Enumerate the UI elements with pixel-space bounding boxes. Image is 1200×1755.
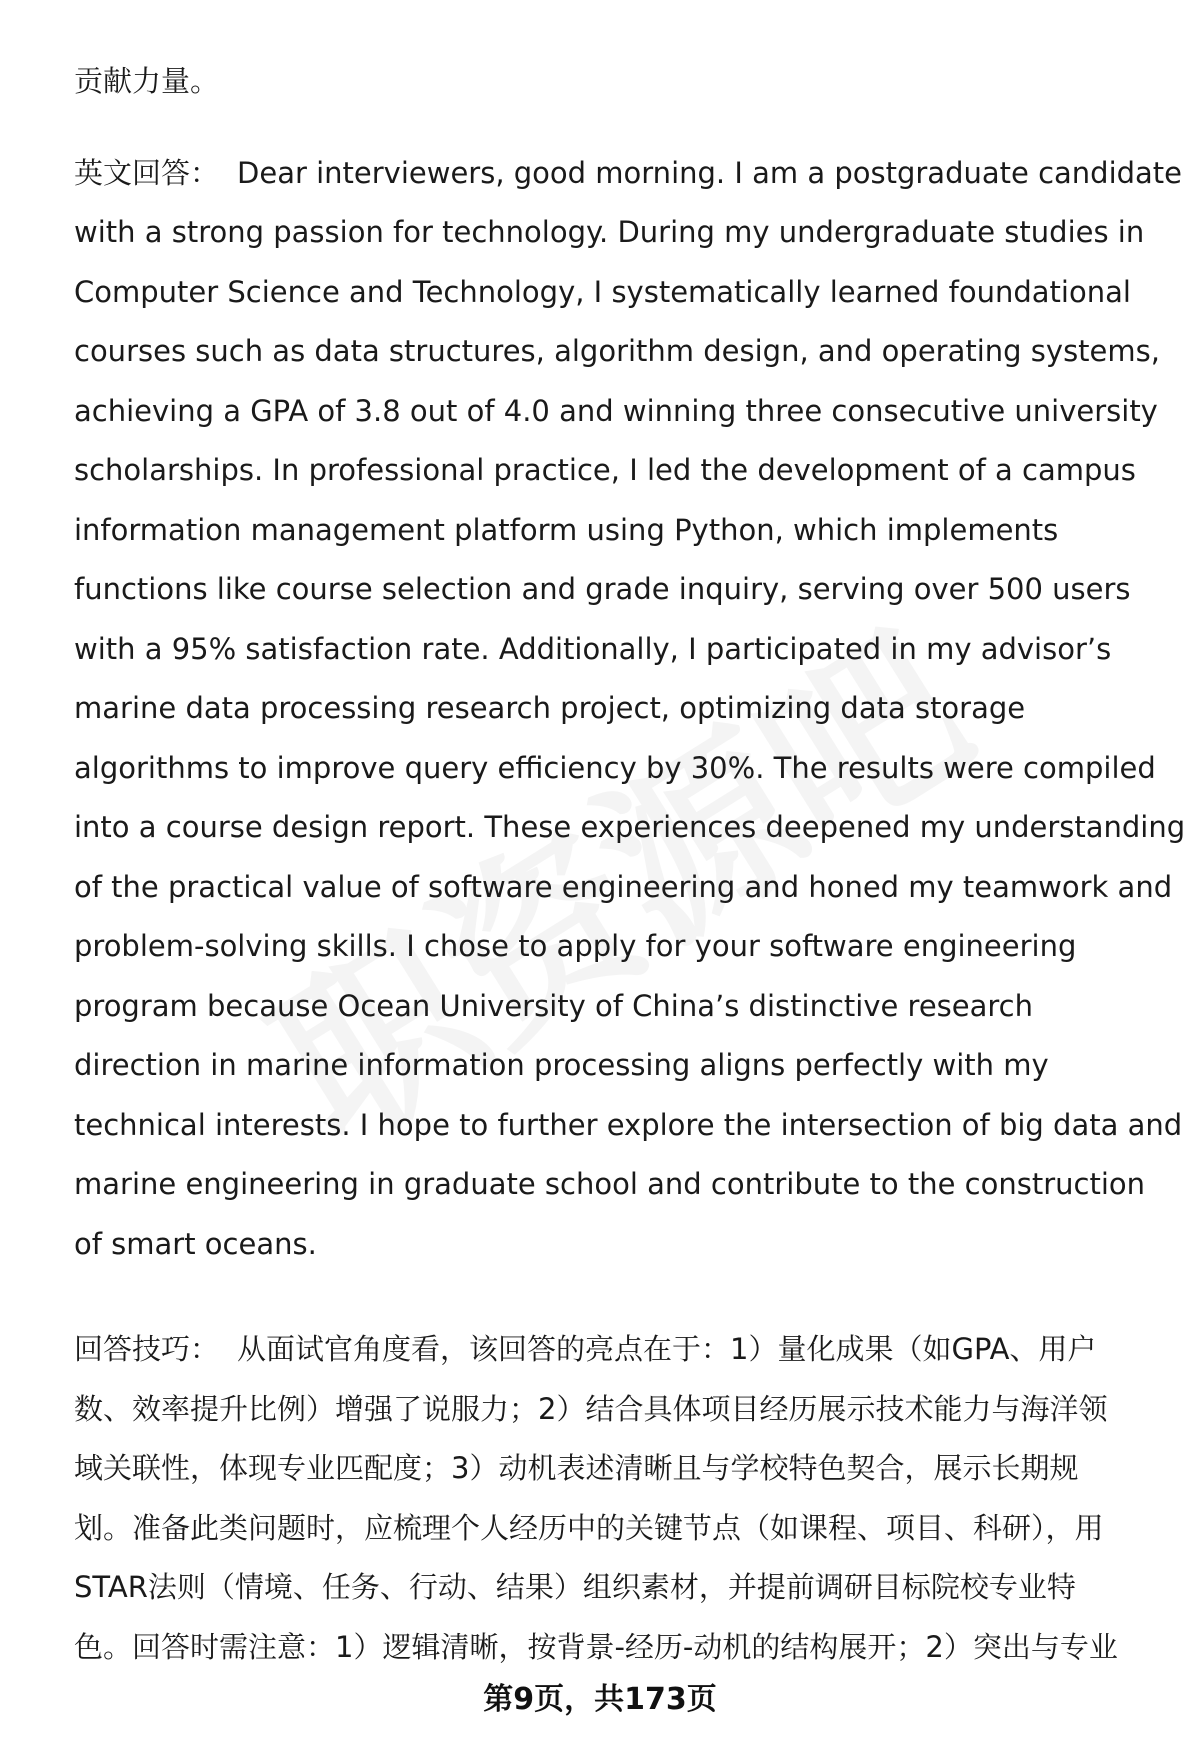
english-answer-line: information management platform using Python, which implements — [74, 512, 1059, 547]
paragraph-gap — [74, 1274, 1154, 1320]
english-answer-line: marine data processing research project, optimizing data storage — [74, 691, 1026, 725]
answer-tips-label: 回答技巧： — [74, 1332, 220, 1366]
answer-tips-line: 数、效率提升比例）增强了说服力；2）结合具体项目经历展示技术能力与海洋领 — [74, 1391, 1108, 1426]
english-answer-line: with a strong passion for technology. During my undergraduate studies in — [74, 215, 1145, 249]
answer-tips-line: 色。回答时需注意：1）逻辑清晰，按背景-经历-动机的结构展开；2）突出与专业 — [74, 1629, 1118, 1664]
english-answer-line: of smart oceans. — [74, 1226, 317, 1261]
english-answer-line: with a 95% satisfaction rate. Additionally, I participated in my advisor’s — [74, 631, 1112, 666]
english-answer-line: scholarships. In professional practice, I led the development of a campus — [74, 453, 1136, 487]
continuation-line: 贡献力量。 — [74, 64, 220, 98]
answer-tips-line: 域关联性，体现专业匹配度；3）动机表述清晰且与学校特色契合，展示长期规 — [74, 1451, 1079, 1485]
answer-tips-line: 从面试官角度看，该回答的亮点在于：1）量化成果（如GPA、用户 — [237, 1332, 1097, 1366]
english-answer-line: technical interests. I hope to further explore the intersection of big data and — [74, 1107, 1183, 1142]
english-answer-line: achieving a GPA of 3.8 out of 4.0 and winning three consecutive university — [74, 393, 1158, 428]
answer-tips-section — [74, 1320, 1154, 1677]
english-answer-label: 英文回答： — [74, 155, 220, 190]
english-answer-line: problem-solving skills. I chose to apply for your software engineering — [74, 929, 1077, 963]
english-answer-section — [74, 144, 1186, 1275]
english-answer-line: direction in marine information processing aligns perfectly with my — [74, 1048, 1049, 1082]
page-content — [74, 52, 1186, 1677]
answer-tips-first-line — [74, 1320, 1154, 1380]
paragraph-gap — [74, 112, 1154, 144]
page-number-footer: 第9页，共173页 — [483, 1682, 717, 1717]
english-answer-line: courses such as data structures, algorithm design, and operating systems, — [74, 334, 1160, 368]
english-answer-line: functions like course selection and grade inquiry, serving over 500 users — [74, 572, 1131, 606]
english-answer-line: Dear interviewers, good morning. I am a postgraduate candidate — [237, 155, 1183, 190]
english-answer-first-line — [74, 144, 1183, 204]
english-answer-line: into a course design report. These experiences deepened my understanding — [74, 810, 1186, 844]
answer-tips-line: 划。准备此类问题时，应梳理个人经历中的关键节点（如课程、项目、科研），用 — [74, 1510, 1104, 1545]
english-answer-line: of the practical value of software engineering and honed my teamwork and — [74, 869, 1173, 904]
english-answer-line: algorithms to improve query efficiency by 30%. The results were compiled — [74, 750, 1156, 785]
english-answer-line: marine engineering in graduate school and contribute to the construction — [74, 1167, 1146, 1201]
english-answer-line: Computer Science and Technology, I systematically learned foundational — [74, 274, 1131, 309]
answer-tips-line: STAR法则（情境、任务、行动、结果）组织素材，并提前调研目标院校专业特 — [74, 1570, 1076, 1604]
english-answer-line: program because Ocean University of China’s distinctive research — [74, 988, 1033, 1023]
